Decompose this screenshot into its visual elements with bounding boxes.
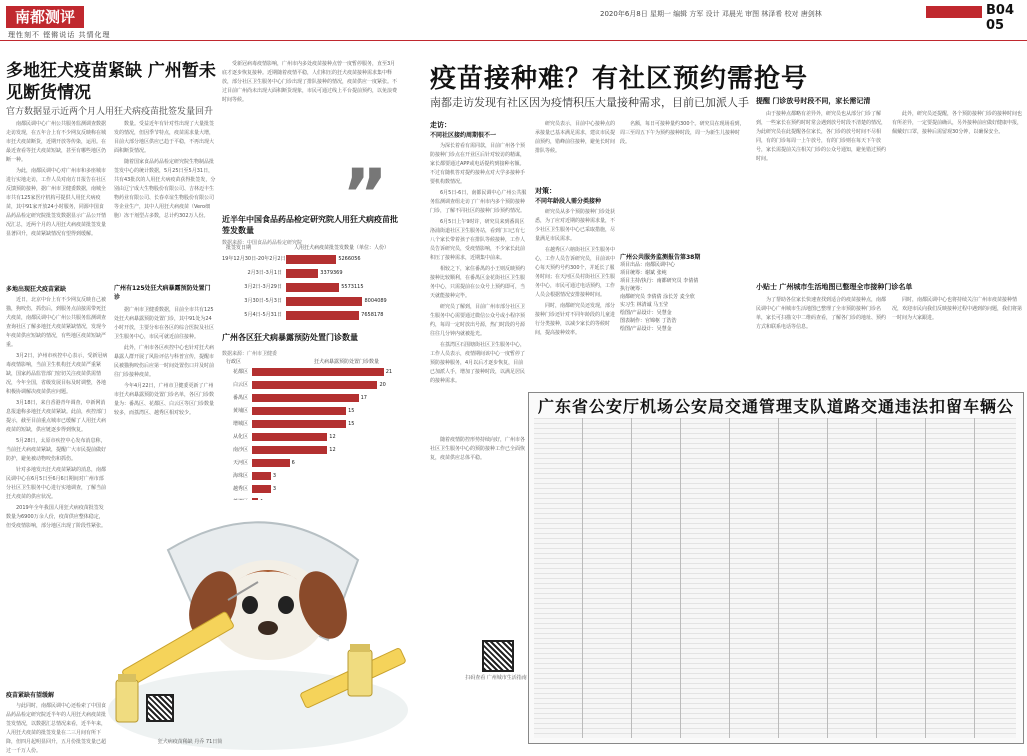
- chart-bar: [252, 446, 327, 454]
- edition-info: 2020年6月8日 星期一 编辑 方军 设计 邓晨光 审图 林泽希 校对 唐剑林: [600, 10, 822, 18]
- left-article-col1b: [6, 296, 108, 676]
- credits-mid-line: 执行统筹：: [620, 286, 646, 292]
- right-para-4: 同时，南都民调中心也将持续关注广州市疫苗接种情况，欢迎市民向我们反映接种过程中遇到的问题，我们将第一时间为大家跟进。: [892, 297, 1023, 321]
- puppy-nose: [258, 621, 278, 635]
- main-para-6: 在荔湾区石围塘街社区卫生服务中心，工作人员表示，疫情期间该中心一度暂停了预防接种服务，4月以后才逐步恢复，目前已加派人手，增加了接种时段，以满足居民的接种需求。: [430, 342, 526, 384]
- right-subhead-1: 提醒 门诊放号时段不同，家长需记清: [756, 97, 871, 105]
- chart1-xlabel: 人用狂犬病疫苗批签发数量（单位：人份）: [294, 245, 390, 251]
- left-para-9: 与此同时，南都民调中心还检索了中国食品药品检定研究院近半年的人用狂犬病疫苗批签发情况，以数据汇总情况来看，近半年来，人用狂犬疫苗的批签发量在二三月间有所下降，但四月起明显回升，五月份批签发量已超过一千万人份。: [6, 703, 107, 754]
- chart-value-label: 8004089: [364, 298, 387, 304]
- chart-category-label: 2月3日-3月1日: [247, 270, 282, 276]
- mid-top-col: [114, 120, 216, 280]
- chart-bar: [286, 269, 318, 278]
- mid-col-b: [114, 306, 216, 524]
- chart1-note: 数据来源：中国食品药品检定研究院: [222, 240, 303, 246]
- credits-mid-line: 项目统筹：谢斌 张纯: [620, 270, 667, 276]
- chart-bar: [252, 472, 271, 480]
- chart-value-label: 17: [360, 395, 367, 402]
- chart-category-label: 黄埔区: [232, 408, 248, 415]
- qr-caption: 扫码查看 广州城市生活指南: [465, 675, 527, 681]
- chart-value-label: 20: [379, 382, 386, 389]
- left-para-4: 3月2日，泸州市疾控中心表示，受新冠病毒疫情影响，当前卫生机构狂犬疫苗严重紧缺，国家药品监管部门密切关注疫苗供需情况，今年全国，省级发展目标及时调整，各地积极协调解决疫苗供应问题。: [6, 353, 108, 395]
- chart-bar: [252, 407, 346, 415]
- puppy-eye-left: [242, 596, 258, 614]
- left-subhead-2: 疫苗紧缺有望缓解: [6, 692, 55, 699]
- left-para-7: 针对多地发出狂犬疫苗紧缺的消息，南都民调中心在6月5日至6月6日期间对广州市部分社区卫生服务中心进行实地调查，了解当前狂犬疫苗的供应状况。: [6, 467, 107, 500]
- credits-mid-line: 南都研究员 李倩倩 涂长芳 麦全欣: [620, 294, 695, 300]
- header-rule: [0, 40, 1027, 41]
- main-para-2: 6月5日-6日，南都民调中心广州公共服务监测调查组走访了广州市内多个预防接种门诊，了解不同社区的接种门诊预约情况。: [430, 190, 527, 214]
- vial-icon: [116, 674, 138, 722]
- left-article-col1c: [6, 702, 108, 754]
- main-col1: [430, 142, 528, 432]
- left-para-3: 近日，北京中台上有不少网友反映自己被猫，狗咬伤，抓伤后，到服务点前接需带死狂犬疫苗，南都民调中心广州公共服务监测调查查询社区了解多地狂犬疫苗紧缺情况，发现今年疫苗供应短缺的情况，有些地区疫苗短缺严重。: [6, 297, 107, 348]
- main-subheadline: 南都走访发现有社区因为疫情积压大量接种需求，目前已加派人手: [430, 96, 749, 109]
- chart-bar: [252, 394, 359, 402]
- left-para-5: 3月18日，来自香港青年调查，中新网消息报道称多地狂犬疫苗紧缺。此前，疾控部门提示，截至目前重点城市已缓解了人用狂犬病疫苗的短缺，供应链逐步得到恢复。: [6, 400, 107, 433]
- main-para-7: 研究员从多个预防接种门诊处获悉，为了应对近期的接种需求量，不少社区卫生服务中心已采取措施，尽量满足市民需求。: [535, 209, 616, 242]
- left-para-8: 2019年全年我国人用狂犬病疫苗批签发数量为6900万余人份，疫苗供应整体稳定，但受疫情影响，部分地区出现了阶段性紧张。: [6, 505, 107, 529]
- chart-value-label: 12: [329, 446, 336, 453]
- chart-value-label: 3: [272, 485, 276, 492]
- page-number: B04 05: [986, 3, 1014, 33]
- mid-para-1: 数量。受益近年有针对性出现了大量批签发的情况，但因季节特点，疫苗需求量大增，目前大部分地区供应已趋于平稳，不再出现大面积断货情况。: [114, 121, 215, 154]
- mid-para-5: 今年4月22日，广州市卫健委更新了广州市狂犬病暴露预防处置门诊名单，各区门诊数量为：番禺区、花都区、白云区等区门诊数量较多，而荔湾区、越秀区相对较少。: [114, 383, 215, 416]
- main-subhead-1: 不同社区接约周期很不一: [430, 132, 497, 139]
- section-tag-bar: [926, 6, 982, 18]
- chart-category-label: 5月4日-5月31日: [244, 312, 282, 318]
- chart-value-label: 12: [329, 434, 336, 440]
- left-para-6: 5月28日，太原市疾控中心发布消息称，当前狂犬病疫苗紧缺，提醒广大市民提前做好防护，避免被动物咬伤和抓伤。: [6, 438, 107, 462]
- mid-subhead-1: 广州有125处狂犬病暴露预防处置门诊: [114, 285, 211, 301]
- chart1-plot: [222, 252, 402, 322]
- left-article-col1: [6, 120, 108, 280]
- chart2-plot: [222, 366, 402, 508]
- chart-category-label: 增城区: [232, 421, 248, 428]
- left-headline: 多地狂犬疫苗紧缺 广州暂未见断货情况: [6, 61, 216, 103]
- chart2-title: 广州各区狂犬病暴露预防处置门诊数量: [222, 333, 358, 342]
- chart-bar: [286, 297, 362, 306]
- left-subhead-1: 多地出现狂犬疫苗紧缺: [6, 286, 67, 293]
- main-para-4: 相较之下，家住番禺的小王则反映预约接种比较顺利，在番禺区金花街社区卫生服务中心，只需提前在公众号上预约即可，当天就能接种完毕。: [430, 266, 526, 299]
- chart-value-label: 15: [348, 408, 355, 415]
- chart-category-label: 海珠区: [232, 472, 248, 479]
- credits-mid-line: 项目主持/执行：南都研究员 李倩倩: [620, 278, 699, 284]
- right-para-2: 此外，研究员还提醒，各个预防接种门诊的接种时间也有所差异，一定要提前确认，另外接种前应做好健康申报，佩戴好口罩，接种后需留观30分钟，以确保安全。: [892, 111, 1023, 135]
- right-subhead-2: 小贴士 广州城市生活地图已整理全市接种门诊名单: [756, 283, 913, 291]
- section-brand: 南都测评: [6, 6, 84, 28]
- chart-value-label: 15: [348, 421, 355, 428]
- chart-category-label: 3月30日-5月3日: [244, 298, 282, 304]
- chart2-ylabel: 行政区: [226, 359, 242, 365]
- traffic-notice-title: 广东省公安厅机场公安局交通管理支队道路交通违法扣留车辆公: [537, 397, 1014, 416]
- chart-value-label: 7658178: [361, 312, 384, 318]
- section-slogan: 理性刻不 铿锵说话 共情化理: [8, 31, 111, 39]
- right-col2: [892, 110, 1022, 260]
- chart-category-label: 白云区: [232, 382, 248, 389]
- quote-text: [222, 60, 400, 150]
- main-para-3: 6月5日上午9时许，研究员来到番禺区洛浦街道社区卫生服务站，看到门口已有七八个家长带着孩子在排队等候接种，工作人员告诉研究员，受疫情影响，不少家长此前积压了接种需求，近期集中前来。: [430, 219, 526, 261]
- chart-value-label: 5266056: [338, 256, 361, 262]
- qr-code-left[interactable]: [146, 694, 174, 722]
- chart-bar: [252, 459, 290, 467]
- main-para-1: 为深长着看有需同款，目前广州各个预防接种门诊点在开业区后针对较访的精谋，家长都要通过APP或电话提约到接种名额。不过有随机答对提约接种点对大学多接种手要机构数情况。: [430, 143, 526, 185]
- credits-mid: [620, 252, 750, 333]
- mid-para-4: 此外，广州市各区疾控中心也针对狂犬病暴露人群开展了风险评估与科普宣传，提醒市民被猫狗咬伤后应第一时间处置伤口并及时前往门诊接种疫苗。: [114, 345, 215, 378]
- qr-code-mid[interactable]: [482, 640, 514, 672]
- chart1-title: 近半年中国食品药品检定研究院人用狂犬病疫苗批签发数量: [222, 215, 398, 235]
- credits-mid-line: 图表制作：官锦枢 丁浩浩: [620, 318, 677, 324]
- puppy-eye-right: [278, 596, 294, 614]
- main-col2: [535, 120, 615, 190]
- mid-para-2: 随着国家食品药品检定研究院生物制品批签发中心的统计数据，5月25日至5月31日，共有43批次的人用狂犬病疫苗获得批签发，分别由辽宁成大生物股份有限公司、吉林迈丰生物药业有限公司、长春卓谊生物股份有限公司等企业生产，其中人用狂犬病疫苗（Vero细胞）冻干剂型占多数，总计约302万人份。: [114, 159, 216, 219]
- left-para-2: 为此，南都民调中心对广州市和多座城市进行实地走访，工作人员对南方日报告在社区反馈预防接种，据广州市卫健委数据，南城全市共有125家医疗机构可提供人用狂犬病疫苗，其中91家开放24小时服务，同源中国食品药品检定研究院批签发数据显示广品公开情况汇总，近两个月的人用狂犬病疫苗批签发量显著回升，疫苗紧缺情况有望得到缓解。: [6, 168, 107, 237]
- chart-value-label: 3: [272, 472, 276, 479]
- vial-icon: [348, 644, 372, 696]
- chart-bar: [252, 485, 271, 493]
- chart-value-label: 6: [291, 459, 295, 466]
- chart-category-label: 3月2日-3月29日: [244, 284, 282, 290]
- main-para-10: 研究员表示，目前中心接种点的承接量已基本满足需求，建议市民提前预约，错峰前往接种，避免长时间排队等候。: [535, 121, 616, 154]
- main-col1b: [430, 436, 528, 576]
- chart-bar: [286, 311, 359, 320]
- main-para-5: 研究员了解到，目前广州市部分社区卫生服务中心需要通过微信公众号或小程序预约，每周一定时放出号源，热门时段的号源往往几分钟内就被抢光。: [430, 304, 526, 337]
- image-caption: 狂犬病疫苗稀缺 丹乔 71日简: [157, 739, 223, 745]
- left-subheadline: 官方数据显示近两个月人用狂犬病疫苗批签发量回升: [6, 107, 214, 117]
- right-para-3: 为了帮助各位家长快速查找到适合的疫苗接种点，南都民调中心广州城市生活地图已整理了全市预防接种门诊名单，家长可扫描文中二维码查看，了解各门诊的地址、预约方式和联系电话等信息。: [756, 297, 887, 330]
- credits-mid-title: 广州公共服务监测报告第38期: [620, 254, 701, 261]
- chart-category-label: 花都区: [232, 369, 248, 376]
- left-para-1: 南都民调中心广州公共服务监测调查数据走访发现，在五年合上有不少网友反映称在城市狂犬疫苗断货，近期开放等传染，运用。在最近查看等狂犬疫苗短缺，甚至有哪些地区仍断一种。: [6, 121, 107, 163]
- chart-bar: [286, 255, 336, 264]
- credits-mid-line: 绘图/产品设计：吴慧金: [620, 310, 672, 316]
- traffic-notice-columns: [534, 418, 1016, 738]
- right-col4: [892, 296, 1022, 376]
- chart-category-label: 天河区: [232, 459, 248, 466]
- chart-value-label: 3379369: [320, 270, 343, 276]
- main-para-8: 在越秀区六榕街社区卫生服务中心，工作人员告诉研究员，目前该中心每天预约号约300个，并延长了服务时间；在天河区员村街社区卫生服务中心，市民可通过电话预约，工作人员会根据情况安排接种时间。: [535, 247, 616, 298]
- right-para-1: 由于接种点都略有差异外，研究员也从部分门诊了解到，一些家长在预约时时常会遇到放号时段不清楚的情况，为此研究员在此提醒各位家长，各门诊的放号时间不尽相同，有的门诊每周一上午放号，有的门诊则在每天下午放号，家长需提前关注相关门诊的公众号通知，避免错过预约时间。: [756, 111, 887, 162]
- quote-mark-icon: ”: [342, 154, 389, 236]
- quote-paragraph: 受新冠病毒疫情影响，广州市内多处疫苗接种点曾一度暂停服务，直至3月底才逐步恢复接种。近期随着疫情平稳，人们积压的狂犬疫苗接种需求集中释放，部分社区卫生服务中心门诊出现了排队接种的情况，疫苗供应一度紧张。不过目前广州尚未出现大面积断货现象，市民可通过线上平台提前预约，以免浪费时间等候。: [222, 61, 398, 103]
- chart-category-label: 番禺区: [232, 395, 248, 402]
- chart-bar: [252, 433, 327, 441]
- chart2-note: 数据来源：广州市卫健委: [222, 351, 278, 357]
- main-para-12: 随着疫情防控形势持续向好，广州市各社区卫生服务中心的预防接种工作已全面恢复，疫苗供应总体平稳。: [430, 437, 526, 461]
- chart-category-label: 越秀区: [232, 485, 248, 492]
- chart-value-label: 5573115: [341, 284, 364, 290]
- chart-value-label: 21: [385, 369, 393, 376]
- chart-category-label: 19年12月30日-20年2月2日: [222, 256, 286, 262]
- chart-category-label: 从化区: [232, 434, 248, 440]
- main-col2b: [535, 208, 615, 388]
- main-para-11: 名额，每日可接种量约300个。研究员在现场看到，周三至周五下午为预约接种时段，周一为新生儿接种时段。: [620, 121, 745, 145]
- main-subhead-2: 对策：: [535, 187, 556, 195]
- chart-bar: [252, 420, 346, 428]
- right-col3: [756, 296, 886, 376]
- chart-bar: [252, 368, 384, 376]
- right-col1: [756, 110, 886, 260]
- credits-mid-line: 绘图/产品设计：吴慧金: [620, 326, 672, 332]
- chart1-ylabel: 批签发日期: [226, 245, 252, 251]
- chart-category-label: 南沙区: [232, 446, 248, 453]
- main-subhead-3: 不同年龄段人需分类接种: [535, 198, 602, 205]
- credits-mid-line: 项目出品：南都民调中心: [620, 262, 676, 268]
- main-para-9: 同时，南都研究员还发现，部分接种门诊还针对不同年龄段的儿童进行分类接种，以减少家长的等候时间，提高接种效率。: [535, 303, 616, 336]
- credits-mid-line: 实习生 林清诚 马玉莹: [620, 302, 669, 308]
- chart-bar: [286, 283, 339, 292]
- chart-bar: [252, 381, 377, 389]
- chart2-xlabel: 狂犬病暴露预防处置门诊数量: [314, 359, 380, 365]
- main-lead: 走访：: [430, 121, 451, 129]
- main-col3: [620, 120, 748, 250]
- mid-para-3: 据广州市卫健委数据，目前全市共有125处狂犬病暴露预防处置门诊，其中91处为24小时开放，主要分布在各区的综合医院及社区卫生服务中心，市民可就近前往接种。: [114, 307, 215, 340]
- main-headline: 疫苗接种难？有社区预约需抢号: [430, 64, 809, 94]
